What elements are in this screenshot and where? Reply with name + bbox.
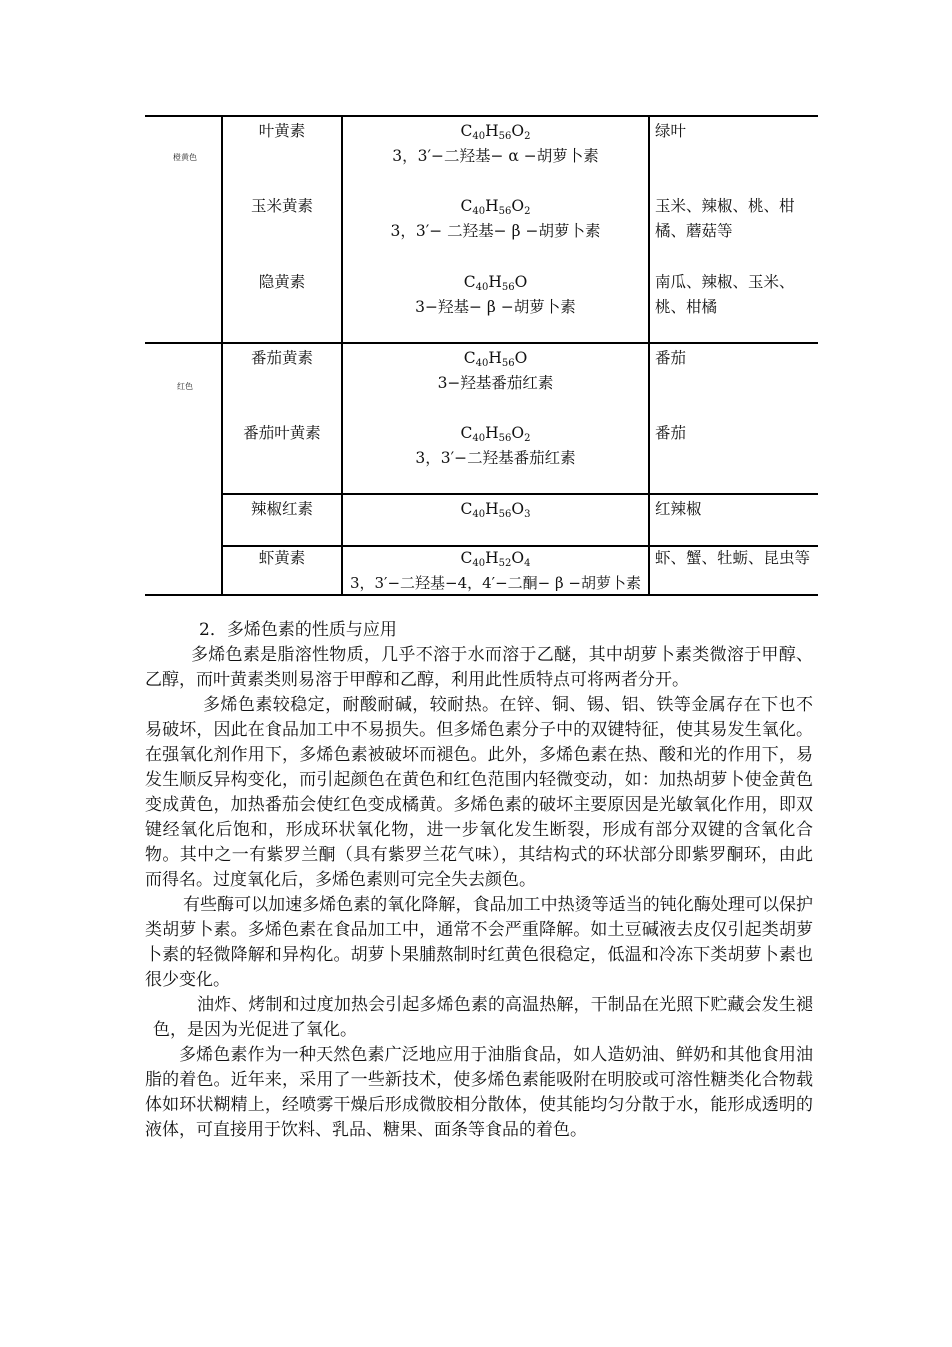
source-cell: 番茄 [655,424,687,442]
chemical-name: 3，3′−二羟基− α −胡萝卜素 [392,147,599,165]
formula-cell [343,497,648,522]
molecular-formula: $C_{40}H_{56}O$ [463,273,528,293]
source-cell: 玉米、辣椒、桃、柑橘、蘑菇等 [655,197,795,240]
paragraph: 多烯色素较稳定，耐酸耐碱，较耐热。在锌、铜、锡、铝、铁等金属存在下也不易破坏，因此在食品加工中不易损失。但多烯色素分子中的双键特征，使其易发生氧化。在强氧化剂作用下，多烯色素被破坏而褪色。此外，多烯色素在热、酸和光的作用下，易发生顺反异构变化，而引起颜色在黄色和红色范围内轻微变动，如：加热胡萝卜使金黄色变成黄色，加热番茄会使红色变成橘黄。多烯色素的破坏主要原因是光敏氧化作用，即双键经氧化后饱和，形成环状氧化物，进一步氧化发生断裂，形成有部分双键的含氧化合物。其中之一有紫罗兰酮（具有紫罗兰花气味），其结构式的环状部分即紫罗酮环，由此而得名。过度氧化后，多烯色素则可完全失去颜色。 [145,695,813,890]
formula-cell [343,346,648,396]
molecular-formula: $C_{40}H_{56}O_2$ [460,424,531,444]
section-heading: 2．多烯色素的性质与应用 [199,620,397,640]
table-divider-row [222,493,818,495]
source-cell: 绿叶 [655,122,687,140]
formula-cell [343,194,648,244]
chemical-name: 3，3′−二羟基−4，4′−二酮− β −胡萝卜素 [349,574,642,592]
pigment-name: 番茄黄素 [250,349,313,367]
pigment-name: 虾黄素 [258,549,306,567]
table-divider-group [145,342,818,344]
source-cell: 虾、蟹、牡蛎、昆虫等 [655,549,811,567]
table-border-top [145,115,818,117]
paragraph: 多烯色素是脂溶性物质，几乎不溶于水而溶于乙醚，其中胡萝卜素类微溶于甲醇、乙醇，而叶黄素类则易溶于甲醇和乙醇，利用此性质特点可将两者分开。 [145,645,813,690]
molecular-formula: $C_{40}H_{52}O_4$ [460,549,531,569]
pigment-name: 隐黄素 [258,273,306,291]
chemical-name: 3−羟基番茄红素 [437,374,554,392]
chemical-name: 3，3′− 二羟基− β −胡萝卜素 [390,222,601,240]
source-cell: 红辣椒 [655,500,702,518]
molecular-formula: $C_{40}H_{56}O_2$ [460,122,531,142]
source-cell: 番茄 [655,349,687,367]
molecular-formula: $C_{40}H_{56}O$ [463,349,528,369]
formula-cell [343,546,648,596]
formula-cell [343,119,648,169]
category-label: 红色 [177,382,193,391]
paragraph: 油炸、烤制和过度加热会引起多烯色素的高温热解，干制品在光照下贮藏会发生褪色，是因为光促进了氧化。 [153,995,813,1040]
category-label: 橙黄色 [173,153,197,162]
molecular-formula: $C_{40}H_{56}O_2$ [460,197,531,217]
paragraph: 多烯色素作为一种天然色素广泛地应用于油脂食品，如人造奶油、鲜奶和其他食用油脂的着色。近年来，采用了一些新技术，使多烯色素能吸附在明胶或可溶性糖类化合物载体如环状糊精上，经喷雾干燥后形成微胶相分散体，使其能均匀分散于水，能形成透明的液体，可直接用于饮料、乳品、糖果、面条等食品的着色。 [145,1045,813,1140]
pigment-name: 玉米黄素 [250,197,313,215]
pigment-name: 辣椒红素 [250,500,313,518]
source-cell: 南瓜、辣椒、玉米、桃、柑橘 [655,273,795,316]
body-text [145,618,813,1143]
pigment-name: 番茄叶黄素 [243,424,321,442]
table-column-divider [648,115,650,596]
pigment-name: 叶黄素 [258,122,306,140]
chemical-name: 3，3′−二羟基番茄红素 [415,449,576,467]
formula-cell [343,421,648,471]
formula-cell [343,270,648,320]
pigment-table [145,115,818,596]
paragraph: 有些酶可以加速多烯色素的氧化降解，食品加工中热烫等适当的钝化酶处理可以保护类胡萝卜素。多烯色素在食品加工中，通常不会严重降解。如土豆碱液去皮仅引起类胡萝卜素的轻微降解和异构化。胡萝卜果脯熬制时红黄色很稳定，低温和冷冻下类胡萝卜素也很少变化。 [145,895,813,990]
molecular-formula: $C_{40}H_{56}O_3$ [460,500,531,520]
chemical-name: 3−羟基− β −胡萝卜素 [415,298,576,316]
